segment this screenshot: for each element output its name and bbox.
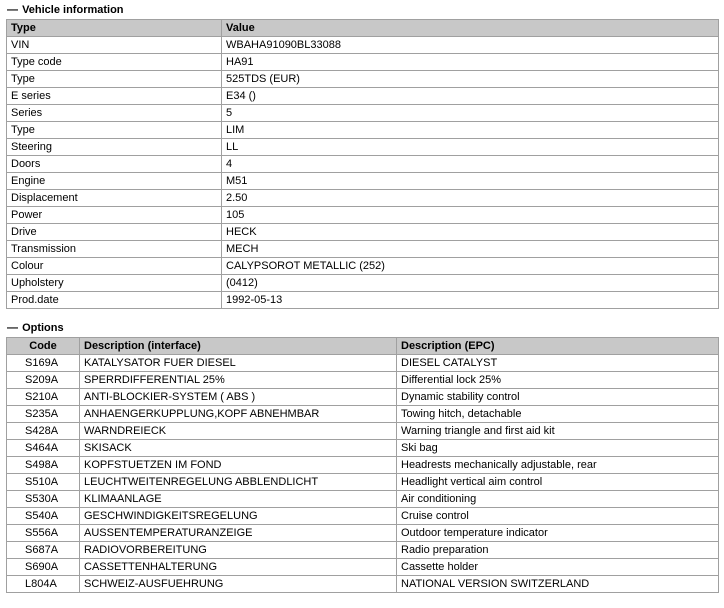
cell-code: S210A	[7, 389, 80, 406]
col-header-desc-epc: Description (EPC)	[397, 338, 719, 355]
cell-desc-epc: Towing hitch, detachable	[397, 406, 719, 423]
cell-code: S169A	[7, 355, 80, 372]
table-row	[7, 139, 719, 156]
cell-desc-interface: KATALYSATOR FUER DIESEL	[80, 355, 397, 372]
table-row	[7, 559, 719, 576]
cell-value: 525TDS (EUR)	[222, 71, 719, 88]
table-row	[7, 275, 719, 292]
options-table-header	[7, 338, 719, 355]
table-row	[7, 440, 719, 457]
table-row	[7, 292, 719, 309]
table-row	[7, 190, 719, 207]
cell-value: CALYPSOROT METALLIC (252)	[222, 258, 719, 275]
table-row	[7, 71, 719, 88]
cell-value: 5	[222, 105, 719, 122]
cell-desc-epc: Radio preparation	[397, 542, 719, 559]
cell-desc-epc: Warning triangle and first aid kit	[397, 423, 719, 440]
table-row	[7, 542, 719, 559]
cell-desc-interface: CASSETTENHALTERUNG	[80, 559, 397, 576]
cell-desc-interface: RADIOVORBEREITUNG	[80, 542, 397, 559]
cell-type: Doors	[7, 156, 222, 173]
vehicle-info-table	[6, 19, 719, 309]
cell-desc-interface: AUSSENTEMPERATURANZEIGE	[80, 525, 397, 542]
cell-type: Steering	[7, 139, 222, 156]
cell-desc-epc: Dynamic stability control	[397, 389, 719, 406]
cell-code: S235A	[7, 406, 80, 423]
cell-desc-interface: ANHAENGERKUPPLUNG,KOPF ABNEHMBAR	[80, 406, 397, 423]
table-row	[7, 105, 719, 122]
cell-desc-epc: Air conditioning	[397, 491, 719, 508]
collapse-icon[interactable]: —	[7, 322, 18, 334]
col-header-value: Value	[222, 20, 719, 37]
table-row	[7, 423, 719, 440]
table-row	[7, 474, 719, 491]
cell-desc-interface: WARNDREIECK	[80, 423, 397, 440]
cell-value: MECH	[222, 241, 719, 258]
cell-desc-epc: Cruise control	[397, 508, 719, 525]
table-row	[7, 54, 719, 71]
cell-value: 4	[222, 156, 719, 173]
cell-desc-epc: NATIONAL VERSION SWITZERLAND	[397, 576, 719, 593]
cell-code: S690A	[7, 559, 80, 576]
table-row	[7, 173, 719, 190]
cell-desc-epc: Outdoor temperature indicator	[397, 525, 719, 542]
table-row	[7, 207, 719, 224]
table-row	[7, 457, 719, 474]
table-row	[7, 491, 719, 508]
table-row	[7, 525, 719, 542]
cell-desc-interface: SCHWEIZ-AUSFUEHRUNG	[80, 576, 397, 593]
options-section-title: Options	[22, 322, 64, 334]
table-row	[7, 156, 719, 173]
cell-code: S530A	[7, 491, 80, 508]
col-header-type: Type	[7, 20, 222, 37]
cell-type: Displacement	[7, 190, 222, 207]
cell-code: S510A	[7, 474, 80, 491]
vehicle-section-header[interactable]	[7, 2, 124, 18]
cell-desc-interface: KLIMAANLAGE	[80, 491, 397, 508]
vehicle-section-title: Vehicle information	[22, 4, 124, 16]
table-row	[7, 406, 719, 423]
cell-code: S209A	[7, 372, 80, 389]
cell-code: L804A	[7, 576, 80, 593]
cell-type: Type	[7, 71, 222, 88]
cell-type: Colour	[7, 258, 222, 275]
cell-type: Type code	[7, 54, 222, 71]
cell-type: Series	[7, 105, 222, 122]
cell-value: WBAHA91090BL33088	[222, 37, 719, 54]
table-row	[7, 37, 719, 54]
cell-code: S540A	[7, 508, 80, 525]
table-row	[7, 224, 719, 241]
cell-desc-epc: Cassette holder	[397, 559, 719, 576]
col-header-desc-interface: Description (interface)	[80, 338, 397, 355]
cell-desc-epc: DIESEL CATALYST	[397, 355, 719, 372]
cell-desc-interface: ANTI-BLOCKIER-SYSTEM ( ABS )	[80, 389, 397, 406]
cell-value: (0412)	[222, 275, 719, 292]
cell-desc-epc: Headrests mechanically adjustable, rear	[397, 457, 719, 474]
cell-desc-epc: Differential lock 25%	[397, 372, 719, 389]
cell-desc-epc: Ski bag	[397, 440, 719, 457]
table-row	[7, 389, 719, 406]
cell-code: S498A	[7, 457, 80, 474]
col-header-code: Code	[7, 338, 80, 355]
cell-value: LIM	[222, 122, 719, 139]
cell-type: Type	[7, 122, 222, 139]
cell-value: LL	[222, 139, 719, 156]
table-row	[7, 88, 719, 105]
cell-desc-interface: KOPFSTUETZEN IM FOND	[80, 457, 397, 474]
table-row	[7, 508, 719, 525]
cell-value: HA91	[222, 54, 719, 71]
cell-desc-interface: LEUCHTWEITENREGELUNG ABBLENDLICHT	[80, 474, 397, 491]
vehicle-table-header	[7, 20, 719, 37]
cell-type: Transmission	[7, 241, 222, 258]
cell-value: M51	[222, 173, 719, 190]
cell-code: S464A	[7, 440, 80, 457]
collapse-icon[interactable]: —	[7, 4, 18, 16]
cell-type: VIN	[7, 37, 222, 54]
table-row	[7, 355, 719, 372]
cell-value: 2.50	[222, 190, 719, 207]
table-row	[7, 576, 719, 593]
cell-desc-interface: SKISACK	[80, 440, 397, 457]
cell-type: Power	[7, 207, 222, 224]
cell-type: Prod.date	[7, 292, 222, 309]
cell-type: Engine	[7, 173, 222, 190]
cell-desc-epc: Headlight vertical aim control	[397, 474, 719, 491]
cell-desc-interface: GESCHWINDIGKEITSREGELUNG	[80, 508, 397, 525]
cell-desc-interface: SPERRDIFFERENTIAL 25%	[80, 372, 397, 389]
options-table	[6, 337, 719, 593]
cell-type: E series	[7, 88, 222, 105]
cell-type: Upholstery	[7, 275, 222, 292]
cell-value: 1992-05-13	[222, 292, 719, 309]
cell-type: Drive	[7, 224, 222, 241]
cell-code: S687A	[7, 542, 80, 559]
cell-code: S556A	[7, 525, 80, 542]
cell-value: E34 ()	[222, 88, 719, 105]
table-row	[7, 372, 719, 389]
cell-code: S428A	[7, 423, 80, 440]
cell-value: 105	[222, 207, 719, 224]
cell-value: HECK	[222, 224, 719, 241]
options-section-header[interactable]	[7, 320, 64, 336]
table-row	[7, 122, 719, 139]
table-row	[7, 258, 719, 275]
table-row	[7, 241, 719, 258]
